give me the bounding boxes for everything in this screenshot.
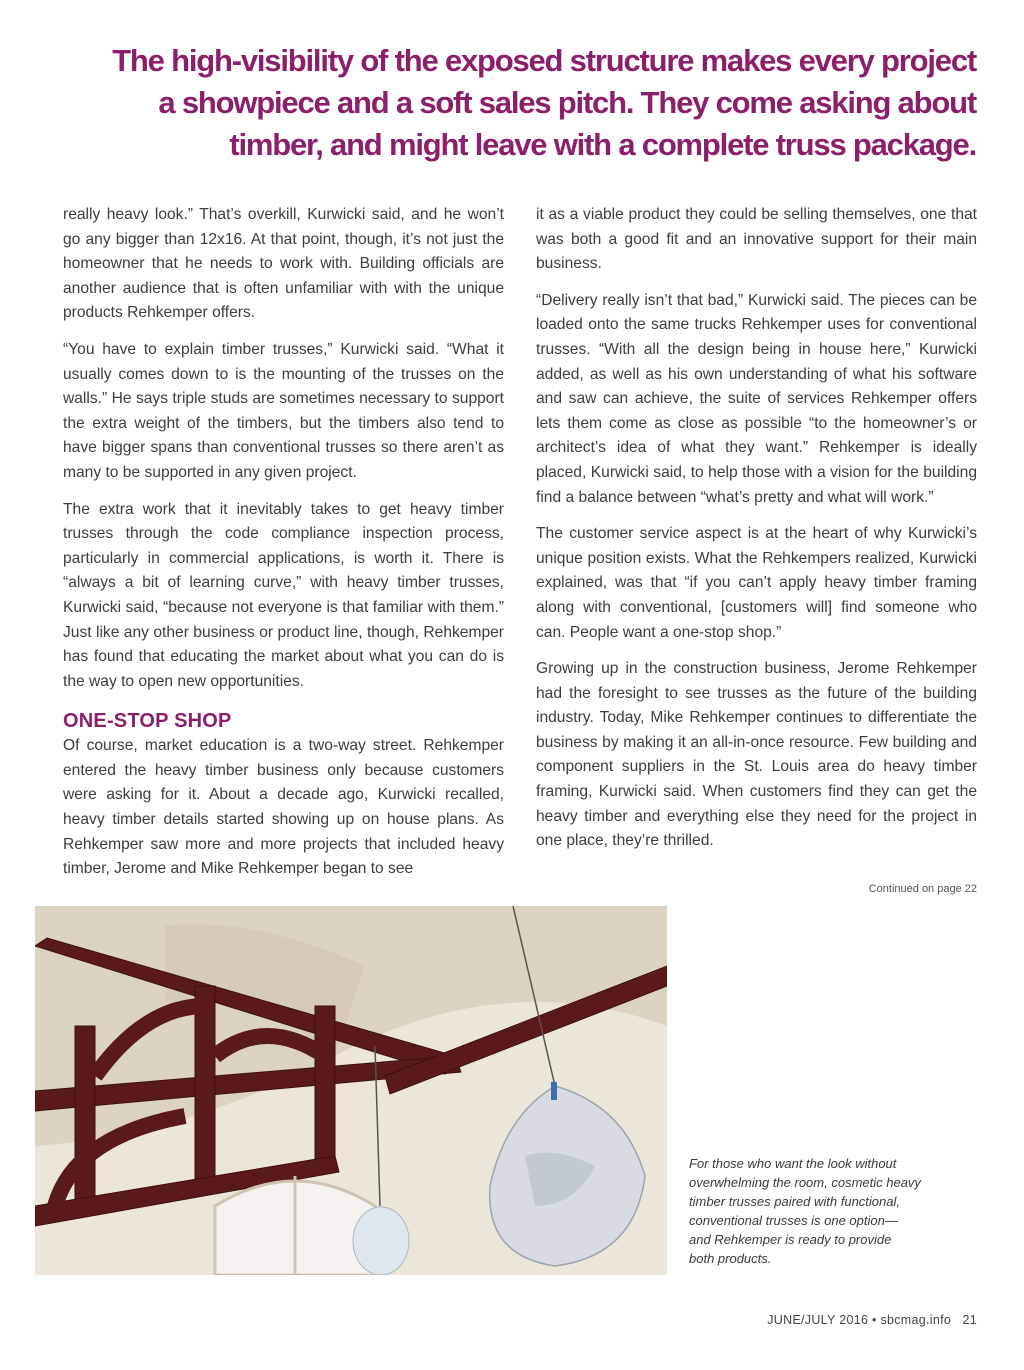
body-paragraph: it as a viable product they could be selling themselves, one that was both a good fit and an innovative support for their main business. [536, 206, 977, 273]
photo-caption [689, 1154, 969, 1268]
body-paragraph: The extra work that it inevitably takes to get heavy timber trusses through the code compliance inspection process, particularly in commercial applications, is worth it. There is “always a bit of learning curve,” with heavy timber trusses, Kurwicki said, “because not everyone is that familiar with them.” Just like any other business or product line, though, Rehkemper has found that educating the market about what you can do is the way to open new opportunities. [63, 500, 504, 690]
footer-separator: • [871, 1313, 877, 1327]
left-column [63, 203, 504, 894]
caption-line: overwhelming the room, cosmetic heavy [689, 1175, 921, 1190]
pull-quote-line: a showpiece and a soft sales pitch. They come asking about [158, 85, 976, 120]
body-paragraph: “You have to explain timber trusses,” Kurwicki said. “What it usually comes down to is the mounting of the trusses on the walls.” He says triple studs are sometimes necessary to support the extra weight of the timbers, but the timbers also tend to have bigger spans than conventional trusses so there aren’t as many to be supported in any given project. [63, 340, 504, 481]
body-paragraph: really heavy look.” That’s overkill, Kurwicki said, and he won’t go any bigger than 12x16. At that point, though, it’s not just the homeowner that he needs to work with. Building officials are another audience that is often unfamiliar with with the unique products Rehkemper offers. [63, 206, 504, 322]
pull-quote-line: The high-visibility of the exposed structure makes every project [112, 43, 976, 78]
body-paragraph: Of course, market education is a two-way street. Rehkemper entered the heavy timber business only because customers were asking for it. About a decade ago, Kurwicki recalled, heavy timber details started showing up on house plans. As Rehkemper saw more and more projects that included heavy timber, Jerome and Mike Rehkemper began to see [63, 737, 504, 878]
issue-date: JUNE/JULY 2016 [767, 1313, 869, 1327]
caption-line: conventional trusses is one option— [689, 1213, 898, 1228]
body-paragraph: Growing up in the construction business, Jerome Rehkemper had the foresight to see trusses as the future of the building industry. Today, Mike Rehkemper continues to differentiate the business by making it an all-in-once resource. Few building and component suppliers in the St. Louis area do heavy timber framing, Kurwicki said. When customers find they can get the heavy timber and everything else they need for the project in one place, they’re thrilled. [536, 660, 977, 850]
right-column [536, 203, 977, 866]
section-heading: ONE-STOP SHOP [63, 710, 232, 733]
site-url: sbcmag.info [880, 1313, 952, 1327]
caption-line: timber trusses paired with functional, [689, 1194, 900, 1209]
body-paragraph: “Delivery really isn’t that bad,” Kurwicki said. The pieces can be loaded onto the same trucks Rehkemper uses for conventional trusses. “With all the design being in house here,” Kurwicki added, as well as his own understanding of what his software and saw can achieve, the suite of services Rehkemper offers lets them come as close as possible “to the homeowner’s or architect’s idea of what they want.” Rehkemper is ideally placed, Kurwicki said, to help those with a vision for the building find a balance between “what’s pretty and what will work.” [536, 291, 977, 506]
caption-line: both products. [689, 1251, 772, 1266]
caption-line: and Rehkemper is ready to provide [689, 1232, 892, 1247]
pull-quote-line: timber, and might leave with a complete truss package. [229, 127, 976, 162]
timber-truss-photo [35, 906, 667, 1275]
page-footer [767, 1313, 977, 1327]
timber-truss-illustration [35, 906, 667, 1275]
page-number: 21 [962, 1313, 977, 1327]
continued-note: Continued on page 22 [868, 883, 977, 895]
body-paragraph: The customer service aspect is at the heart of why Kurwicki’s unique position exists. What the Rehkempers realized, Kurwicki explained, was that “if you can’t apply heavy timber framing along with conventional, [customers will] find someone who can. People want a one-stop shop.” [536, 525, 977, 641]
caption-line: For those who want the look without [689, 1156, 897, 1171]
pull-quote [70, 40, 976, 166]
